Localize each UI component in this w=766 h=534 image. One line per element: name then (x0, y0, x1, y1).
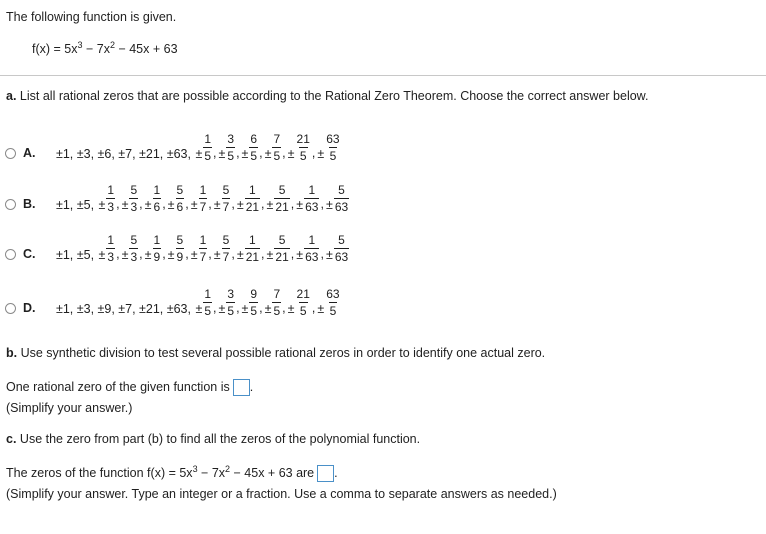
plus-minus-sign: ± (195, 146, 203, 161)
plus-minus-sign: ± (264, 146, 272, 161)
option-letter: B. (23, 197, 36, 211)
comma-separator: , (231, 246, 235, 261)
plus-minus-sign: ± (213, 247, 221, 262)
plus-minus-sign: ± (325, 197, 333, 212)
fraction-denominator: 5 (273, 304, 281, 318)
comma-separator: , (213, 300, 217, 315)
fraction-denominator: 5 (273, 149, 281, 163)
integer-candidates: ±1, ±5, (56, 247, 98, 262)
comma-separator: , (208, 196, 212, 211)
option-values (56, 234, 350, 263)
plus-minus-sign: ± (190, 197, 198, 212)
part-b-question: b. Use synthetic division to test several possible rational zeros in order to identify one actual zero. (6, 346, 546, 360)
fraction-numerator: 7 (273, 287, 281, 301)
comma-separator: , (259, 145, 263, 160)
fraction-denominator: 5 (204, 149, 212, 163)
part-c-prompt: The zeros of the function $f(x) = 5x^3 - 7x^2 - 45x + 63$ are . (6, 465, 338, 482)
comma-separator: , (311, 145, 316, 160)
comma-separator: , (213, 145, 217, 160)
comma-separator: , (162, 196, 166, 211)
option-letter: C. (23, 247, 36, 261)
fraction-denominator: 5 (299, 304, 307, 318)
fraction-candidate (199, 234, 208, 263)
fraction-denominator: 63 (305, 250, 319, 264)
fraction-denominator: 5 (329, 304, 337, 318)
fraction-numerator: 1 (199, 183, 207, 197)
fraction-candidate (176, 234, 185, 263)
intro-text: The following function is given. (6, 10, 177, 24)
fraction-candidate (203, 133, 212, 162)
fraction-numerator: 1 (204, 287, 212, 301)
plus-minus-sign: ± (317, 146, 325, 161)
plus-minus-sign: ± (218, 146, 226, 161)
part-b-hint: (Simplify your answer.) (6, 401, 133, 415)
fraction-numerator: 5 (222, 233, 230, 247)
comma-separator: , (185, 246, 189, 261)
fraction-denominator: 3 (107, 250, 115, 264)
fraction-denominator: 5 (250, 149, 258, 163)
fraction-numerator: 5 (130, 233, 138, 247)
plus-minus-sign: ± (287, 146, 295, 161)
plus-minus-sign: ± (296, 197, 304, 212)
fraction-candidate (325, 288, 340, 317)
comma-separator: , (162, 246, 166, 261)
comma-separator: , (139, 246, 143, 261)
fraction-denominator: 63 (305, 200, 319, 214)
plus-minus-sign: ± (167, 197, 175, 212)
fraction-denominator: 7 (222, 200, 230, 214)
fraction-candidate (245, 184, 260, 213)
fraction-denominator: 9 (153, 250, 161, 264)
fraction-numerator: 5 (338, 183, 345, 197)
comma-separator: , (261, 246, 265, 261)
fraction-denominator: 63 (334, 250, 349, 264)
fraction-numerator: 5 (176, 183, 184, 197)
fraction-numerator: 1 (249, 233, 256, 247)
fraction-numerator: 21 (296, 287, 310, 301)
comma-separator: , (290, 196, 295, 211)
fraction-numerator: 5 (338, 233, 345, 247)
comma-separator: , (116, 246, 120, 261)
fraction-denominator: 5 (299, 149, 307, 163)
plus-minus-sign: ± (98, 197, 106, 212)
plus-minus-sign: ± (236, 197, 244, 212)
comma-separator: , (290, 246, 295, 261)
plus-minus-sign: ± (213, 197, 221, 212)
fraction-numerator: 1 (153, 183, 161, 197)
fraction-denominator: 7 (199, 250, 207, 264)
fraction-candidate (222, 234, 231, 263)
comma-separator: , (231, 196, 235, 211)
plus-minus-sign: ± (190, 247, 198, 262)
fraction-numerator: 5 (130, 183, 138, 197)
fraction-candidate (296, 288, 311, 317)
comma-separator: , (259, 300, 263, 315)
fraction-denominator: 21 (275, 250, 289, 264)
fraction-denominator: 5 (329, 149, 337, 163)
option-radio[interactable] (5, 148, 16, 159)
comma-separator: , (116, 196, 120, 211)
plus-minus-sign: ± (98, 247, 106, 262)
fraction-numerator: 3 (227, 287, 235, 301)
fraction-denominator: 3 (130, 200, 138, 214)
plus-minus-sign: ± (218, 301, 226, 316)
fraction-candidate (106, 184, 115, 213)
fraction-candidate (129, 234, 138, 263)
fraction-numerator: 1 (308, 233, 316, 247)
part-c-question: c. Use the zero from part (b) to find all the zeros of the polynomial function. (6, 432, 421, 446)
fraction-candidate (245, 234, 260, 263)
fraction-denominator: 7 (199, 200, 207, 214)
fraction-candidate (129, 184, 138, 213)
fraction-candidate (272, 288, 281, 317)
fraction-candidate (249, 288, 258, 317)
comma-separator: , (185, 196, 189, 211)
option-values (56, 184, 350, 213)
fraction-denominator: 5 (204, 304, 212, 318)
fraction-candidate (226, 288, 235, 317)
plus-minus-sign: ± (266, 247, 274, 262)
comma-separator: , (139, 196, 143, 211)
plus-minus-sign: ± (144, 197, 152, 212)
fraction-denominator: 21 (245, 200, 260, 214)
plus-minus-sign: ± (236, 247, 244, 262)
fraction-candidate (153, 234, 162, 263)
fraction-denominator: 5 (250, 304, 258, 318)
option-radio[interactable] (5, 199, 16, 210)
fraction-numerator: 5 (278, 233, 286, 247)
fraction-numerator: 5 (278, 183, 286, 197)
option-radio[interactable] (5, 249, 16, 260)
option-radio[interactable] (5, 303, 16, 314)
fraction-denominator: 3 (130, 250, 138, 264)
option-letter: D. (23, 301, 36, 315)
fraction-candidate (226, 133, 235, 162)
fraction-denominator: 21 (275, 200, 289, 214)
fraction-numerator: 6 (250, 132, 258, 146)
fraction-candidate (304, 184, 319, 213)
fraction-candidate (153, 184, 162, 213)
part-b-answer-input[interactable] (233, 379, 250, 396)
fraction-numerator: 1 (107, 183, 115, 197)
fraction-numerator: 5 (176, 233, 184, 247)
plus-minus-sign: ± (264, 301, 272, 316)
comma-separator: , (282, 300, 286, 315)
fraction-denominator: 6 (153, 200, 161, 214)
option-letter: A. (23, 146, 36, 160)
fraction-denominator: 3 (107, 200, 115, 214)
comma-separator: , (208, 246, 212, 261)
plus-minus-sign: ± (241, 301, 249, 316)
comma-separator: , (261, 196, 265, 211)
fraction-denominator: 5 (227, 304, 235, 318)
fraction-candidate (222, 184, 231, 213)
fraction-candidate (304, 234, 319, 263)
fraction-denominator: 63 (334, 200, 349, 214)
integer-candidates: ±1, ±5, (56, 197, 98, 212)
fraction-numerator: 1 (107, 233, 115, 247)
option-values (56, 133, 342, 162)
fraction-denominator: 7 (222, 250, 230, 264)
fraction-denominator: 5 (227, 149, 235, 163)
plus-minus-sign: ± (296, 247, 304, 262)
fraction-candidate (272, 133, 281, 162)
fraction-candidate (106, 234, 115, 263)
plus-minus-sign: ± (317, 301, 325, 316)
integer-candidates: ±1, ±3, ±6, ±7, ±21, ±63, (56, 146, 195, 161)
comma-separator: , (320, 196, 324, 211)
fraction-denominator: 21 (245, 250, 260, 264)
comma-separator: , (236, 145, 240, 160)
plus-minus-sign: ± (121, 247, 129, 262)
plus-minus-sign: ± (121, 197, 129, 212)
comma-separator: , (320, 246, 324, 261)
divider (0, 75, 766, 76)
fraction-numerator: 1 (199, 233, 207, 247)
fraction-denominator: 9 (176, 250, 184, 264)
fraction-numerator: 1 (308, 183, 316, 197)
fraction-candidate (176, 184, 185, 213)
plus-minus-sign: ± (266, 197, 274, 212)
fraction-candidate (274, 184, 289, 213)
fraction-numerator: 21 (296, 132, 310, 146)
fraction-candidate (249, 133, 258, 162)
function-definition: $f(x) = 5x^3 - 7x^2 - 45x + 63$ (32, 40, 178, 56)
fraction-numerator: 1 (153, 233, 161, 247)
plus-minus-sign: ± (287, 301, 295, 316)
fraction-numerator: 1 (249, 183, 256, 197)
plus-minus-sign: ± (195, 301, 203, 316)
plus-minus-sign: ± (241, 146, 249, 161)
comma-separator: , (282, 145, 286, 160)
plus-minus-sign: ± (144, 247, 152, 262)
fraction-candidate (334, 184, 349, 213)
fraction-candidate (334, 234, 349, 263)
part-b-prompt: One rational zero of the given function is . (6, 379, 253, 396)
fraction-numerator: 3 (227, 132, 235, 146)
fraction-candidate (296, 133, 311, 162)
fraction-numerator: 9 (250, 287, 258, 301)
part-c-hint: (Simplify your answer. Type an integer or a fraction. Use a comma to separate answers as needed.) (6, 487, 557, 501)
fraction-numerator: 1 (204, 132, 212, 146)
fraction-denominator: 6 (176, 200, 184, 214)
comma-separator: , (236, 300, 240, 315)
fraction-candidate (325, 133, 340, 162)
part-a-question: a. List all rational zeros that are possible according to the Rational Zero Theorem. Choose the correct answer below. (6, 89, 649, 103)
part-c-answer-input[interactable] (317, 465, 334, 482)
comma-separator: , (311, 300, 316, 315)
option-values (56, 288, 342, 317)
fraction-candidate (199, 184, 208, 213)
fraction-numerator: 63 (326, 132, 340, 146)
fraction-candidate (203, 288, 212, 317)
plus-minus-sign: ± (167, 247, 175, 262)
fraction-numerator: 63 (326, 287, 340, 301)
fraction-numerator: 7 (273, 132, 281, 146)
fraction-candidate (274, 234, 289, 263)
integer-candidates: ±1, ±3, ±9, ±7, ±21, ±63, (56, 301, 195, 316)
plus-minus-sign: ± (325, 247, 333, 262)
fraction-numerator: 5 (222, 183, 230, 197)
